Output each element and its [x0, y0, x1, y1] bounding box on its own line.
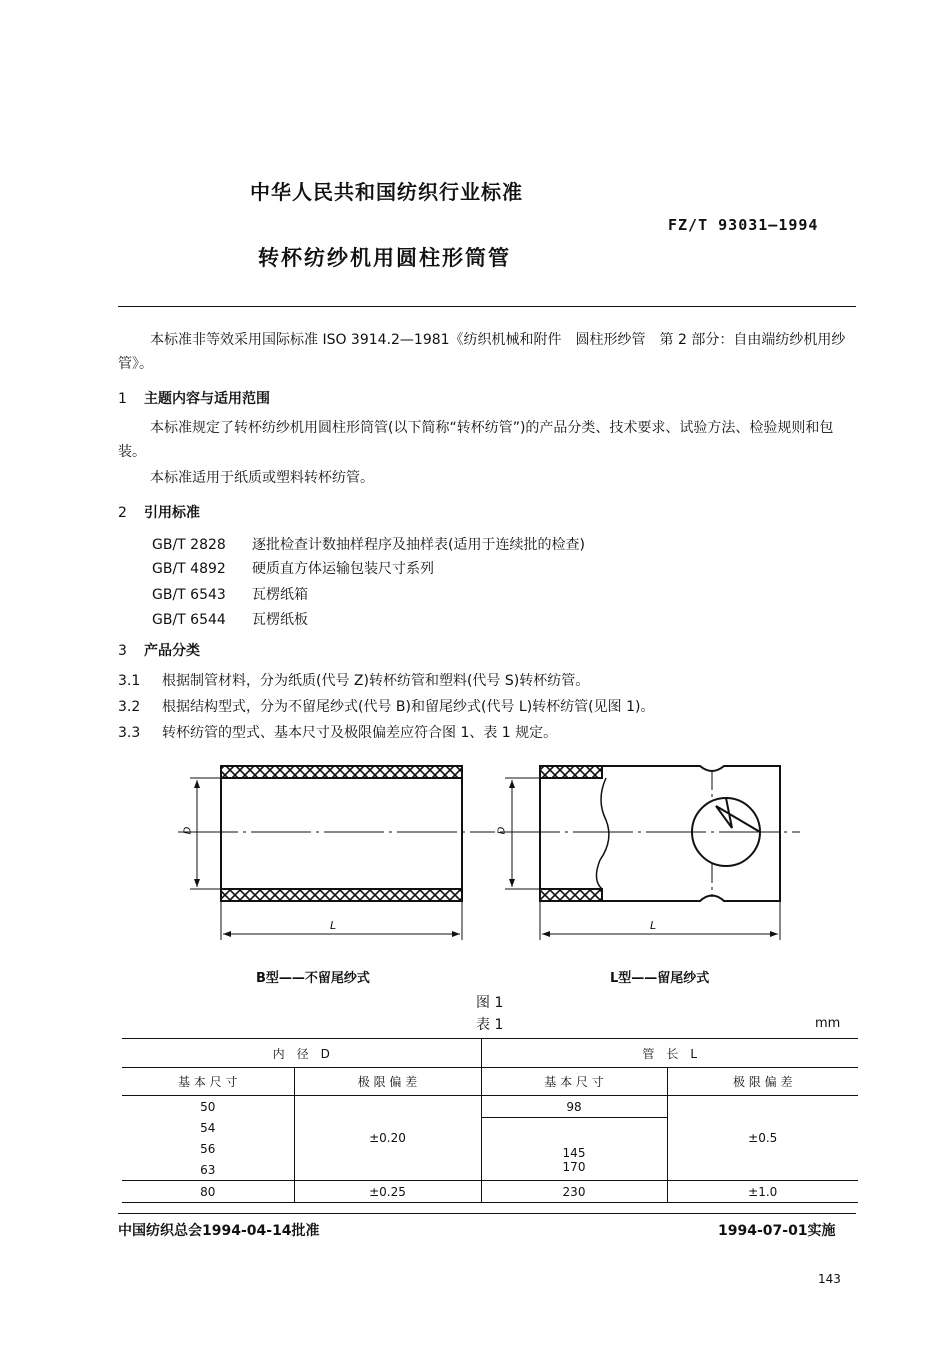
- clause-text: 转杯纺管的型式、基本尺寸及极限偏差应符合图 1、表 1 规定。: [162, 725, 558, 741]
- clause-number: 3.2: [118, 699, 141, 715]
- group-header-tube-length: 管 长 L: [481, 1039, 858, 1068]
- standard-code: FZ/T 93031—1994: [668, 216, 819, 234]
- clause-number: 3.1: [118, 673, 141, 689]
- l-type-caption: L型——留尾纱式: [610, 971, 710, 986]
- d-basic-cell: 80: [122, 1181, 294, 1203]
- reference-code: GB/T 6543: [152, 587, 226, 603]
- l-basic-cell: 98: [481, 1096, 667, 1118]
- intro-paragraph: 本标准非等效采用国际标准 ISO 3914.2—1981《纺织机械和附件 圆柱形纱管 第 2 部分：自由端纺纱机用纱管》。: [118, 332, 846, 372]
- section-2-number: 2: [118, 505, 127, 521]
- b-type-tube: [178, 766, 495, 940]
- reference-title: 逐批检查计数抽样程序及抽样表(适用于连续批的检查): [252, 537, 585, 553]
- table-label: 表 1: [476, 1017, 504, 1033]
- section-3-title: 产品分类: [144, 643, 200, 659]
- section-1-paragraph-2: 本标准适用于纸质或塑料转杯纺管。: [150, 470, 374, 486]
- footer-divider: [118, 1213, 856, 1214]
- l-type-tube: [500, 766, 800, 940]
- col-header-d-basic: 基 本 尺 寸: [122, 1068, 294, 1096]
- section-1-paragraph-1: 本标准规定了转杯纺纱机用圆柱形筒管(以下简称“转杯纺管”)的产品分类、技术要求、试验方法、检验规则和包装。: [118, 420, 834, 460]
- l-basic-cell: 145: [481, 1118, 667, 1160]
- col-header-l-tolerance: 极 限 偏 差: [667, 1068, 858, 1096]
- l-basic-cell: 230: [481, 1181, 667, 1203]
- reference-title: 瓦楞纸板: [252, 612, 308, 628]
- reference-title: 瓦楞纸箱: [252, 587, 308, 603]
- l-basic-cell: 170: [481, 1160, 667, 1181]
- col-header-l-basic: 基 本 尺 寸: [481, 1068, 667, 1096]
- section-1-title: 主题内容与适用范围: [144, 391, 270, 407]
- group-header-inner-diameter: 内 径 D: [122, 1039, 481, 1068]
- col-header-d-tolerance: 极 限 偏 差: [294, 1068, 481, 1096]
- section-1-number: 1: [118, 391, 127, 407]
- b-type-dimension-l: L: [330, 919, 337, 932]
- table-1: [122, 1038, 858, 1203]
- d-basic-cell: 56: [122, 1139, 294, 1160]
- table-unit: mm: [815, 1016, 841, 1031]
- section-2-title: 引用标准: [144, 505, 200, 521]
- clause-text: 根据结构型式，分为不留尾纱式(代号 B)和留尾纱式(代号 L)转杯纺管(见图 1)。: [162, 699, 655, 715]
- page-number: 143: [818, 1272, 841, 1286]
- issuing-organization: 中华人民共和国纺织行业标准: [250, 180, 523, 204]
- section-3-number: 3: [118, 643, 127, 659]
- d-tolerance-cell: ±0.20: [294, 1096, 481, 1181]
- clause-text: 根据制管材料，分为纸质(代号 Z)转杯纺管和塑料(代号 S)转杯纺管。: [162, 673, 590, 689]
- b-type-dimension-d: D: [182, 826, 194, 835]
- table-row: [122, 1096, 858, 1118]
- d-tolerance-cell: ±0.25: [294, 1181, 481, 1203]
- document-title: 转杯纺纱机用圆柱形筒管: [258, 246, 511, 270]
- l-type-dimension-d: D: [496, 826, 508, 835]
- reference-code: GB/T 2828: [152, 537, 226, 553]
- l-type-dimension-l: L: [650, 919, 657, 932]
- d-basic-cell: 54: [122, 1118, 294, 1139]
- l-tolerance-cell: ±1.0: [667, 1181, 858, 1203]
- l-tolerance-cell: ±0.5: [667, 1096, 858, 1181]
- clause-number: 3.3: [118, 725, 141, 741]
- figure-label: 图 1: [476, 995, 504, 1011]
- b-type-caption: B型——不留尾纱式: [256, 971, 370, 986]
- table-row: [122, 1181, 858, 1203]
- reference-code: GB/T 4892: [152, 561, 226, 577]
- d-basic-cell: 50: [122, 1096, 294, 1118]
- reference-title: 硬质直方体运输包装尺寸系列: [252, 561, 434, 577]
- approval-line: 中国纺织总会1994-04-14批准: [118, 1223, 320, 1239]
- effective-date-line: 1994-07-01实施: [718, 1223, 836, 1239]
- reference-code: GB/T 6544: [152, 612, 226, 628]
- d-basic-cell: 63: [122, 1160, 294, 1181]
